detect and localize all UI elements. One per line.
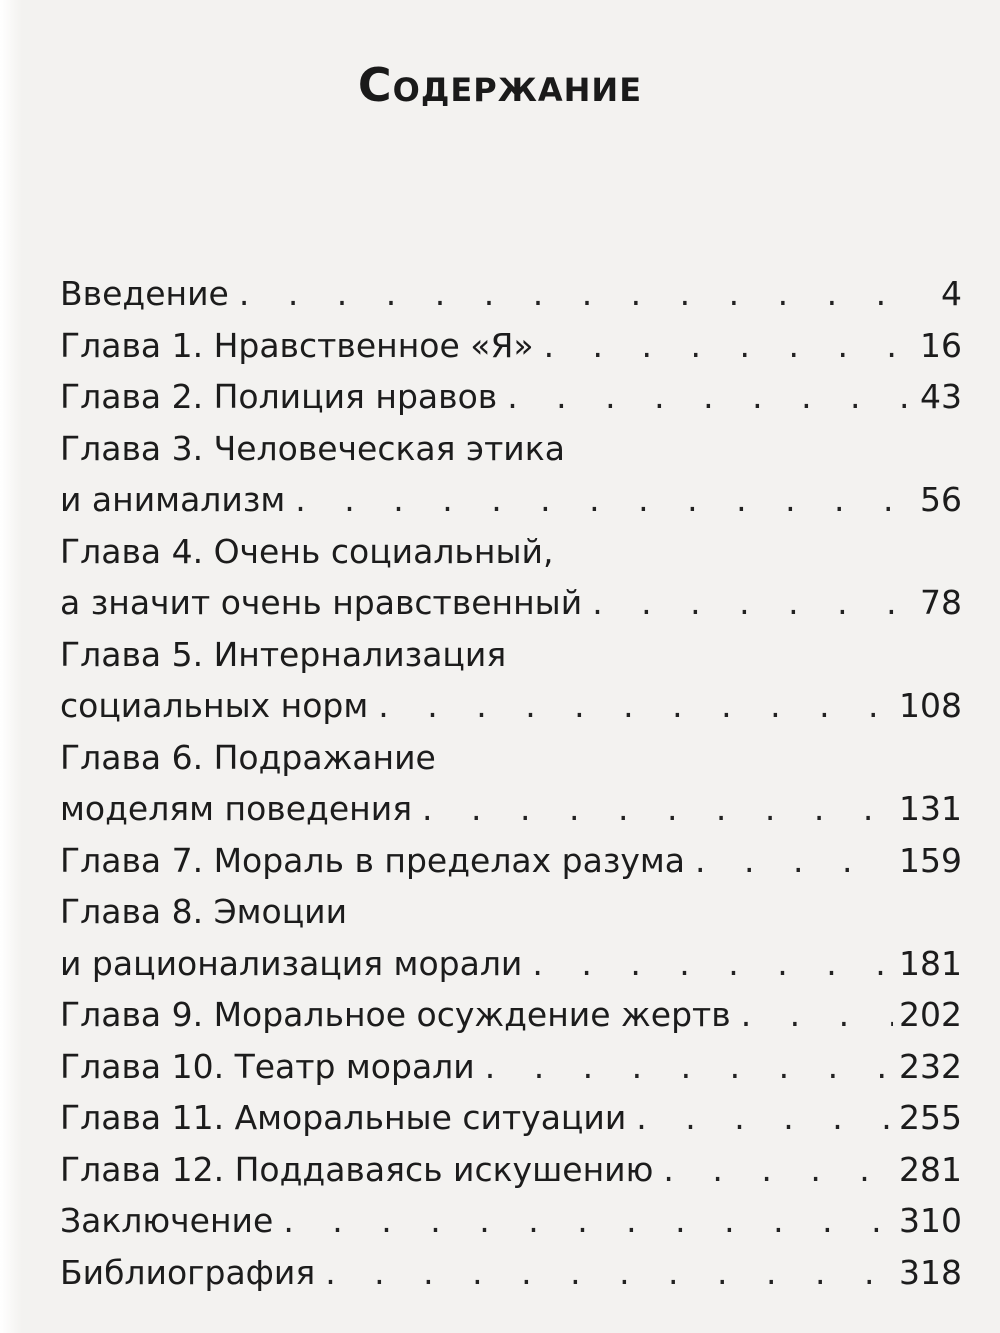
toc-entry <box>60 732 962 835</box>
dot-leader <box>522 938 893 990</box>
toc-entry <box>60 989 962 1041</box>
toc-entry-title: моделям поведения <box>60 789 413 828</box>
toc-page-number: 255 <box>899 1098 962 1137</box>
toc-entry-title: Введение <box>60 274 229 313</box>
toc-page-number: 56 <box>920 480 962 519</box>
toc-entry-title: Глава 6. Подражание <box>60 737 436 777</box>
toc-line <box>60 474 962 526</box>
toc-entry-title: Глава 5. Интернализация <box>60 634 507 674</box>
toc-entry-title: а значит очень нравственный <box>60 583 583 622</box>
toc-page-number: 43 <box>920 377 962 416</box>
toc-page-number: 318 <box>899 1252 962 1292</box>
toc-entry-title: Глава 9. Моральное осуждение жертв <box>60 995 731 1034</box>
toc-entry-title: Глава 3. Человеческая этика <box>60 428 565 468</box>
toc-entry-title: Глава 2. Полиция нравов <box>60 377 498 416</box>
dot-leader <box>229 268 916 320</box>
toc-page-number: 232 <box>899 1046 962 1086</box>
toc-entry-title: Глава 4. Очень социальный, <box>60 531 554 571</box>
dot-leader <box>412 783 893 835</box>
toc-entry-title: Глава 12. Поддаваясь искушению <box>60 1149 654 1189</box>
toc-entry <box>60 835 962 887</box>
toc-entry <box>60 268 962 320</box>
table-of-contents <box>60 268 962 1298</box>
toc-entry <box>60 526 962 629</box>
toc-page-number: 16 <box>920 325 962 365</box>
dot-leader <box>315 1247 893 1299</box>
toc-entry-title: Глава 10. Театр морали <box>60 1046 475 1086</box>
dot-leader <box>731 989 893 1041</box>
toc-line <box>60 835 962 887</box>
toc-entry-title: и рационализация морали <box>60 943 523 983</box>
toc-line <box>60 1247 962 1299</box>
toc-line <box>60 680 962 732</box>
dot-leader <box>626 1092 893 1144</box>
dot-leader <box>685 835 893 887</box>
toc-page-number: 181 <box>899 943 962 983</box>
toc-line <box>60 1092 962 1144</box>
dot-leader <box>273 1195 893 1247</box>
toc-page-number: 310 <box>899 1201 962 1240</box>
toc-entry <box>60 1041 962 1093</box>
dot-leader <box>582 577 914 629</box>
toc-line <box>60 938 962 990</box>
toc-entry <box>60 423 962 526</box>
toc-line <box>60 1144 962 1196</box>
toc-page-number: 131 <box>899 789 962 828</box>
toc-line <box>60 989 962 1041</box>
toc-entry <box>60 629 962 732</box>
toc-entry <box>60 1092 962 1144</box>
toc-line <box>60 886 962 938</box>
toc-line <box>60 320 962 372</box>
toc-entry <box>60 371 962 423</box>
toc-line <box>60 783 962 835</box>
toc-entry <box>60 1144 962 1196</box>
page-title: Содержание <box>357 58 643 112</box>
toc-entry-title: социальных норм <box>60 686 369 725</box>
toc-line <box>60 577 962 629</box>
toc-line <box>60 1195 962 1247</box>
toc-line <box>60 423 962 475</box>
toc-line <box>60 526 962 578</box>
toc-entry <box>60 886 962 989</box>
dot-leader <box>653 1144 893 1196</box>
toc-page-number: 4 <box>941 274 962 313</box>
toc-entry-title: Библиография <box>60 1252 316 1292</box>
toc-entry-title: Глава 7. Мораль в пределах разума <box>60 840 686 880</box>
dot-leader <box>285 474 914 526</box>
toc-page-number: 202 <box>899 995 962 1034</box>
toc-entry <box>60 1247 962 1299</box>
toc-entry-title: Глава 11. Аморальные ситуации <box>60 1098 627 1137</box>
toc-entry <box>60 320 962 372</box>
dot-leader <box>497 371 914 423</box>
toc-line <box>60 1041 962 1093</box>
toc-entry-title: Глава 8. Эмоции <box>60 892 348 931</box>
toc-entry-title: Заключение <box>60 1201 274 1240</box>
dot-leader <box>368 680 893 732</box>
page-edge <box>0 0 22 1333</box>
dot-leader <box>475 1041 893 1093</box>
toc-line <box>60 371 962 423</box>
toc-page-number: 78 <box>920 583 962 622</box>
toc-entry <box>60 1195 962 1247</box>
toc-line <box>60 732 962 784</box>
toc-entry-title: и анимализм <box>60 480 286 519</box>
toc-line <box>60 268 962 320</box>
toc-entry-title: Глава 1. Нравственное «Я» <box>60 325 534 365</box>
toc-page-number: 108 <box>899 686 962 725</box>
toc-line <box>60 629 962 681</box>
toc-page-number: 159 <box>899 840 962 880</box>
toc-page-number: 281 <box>899 1149 962 1189</box>
dot-leader <box>534 320 914 372</box>
